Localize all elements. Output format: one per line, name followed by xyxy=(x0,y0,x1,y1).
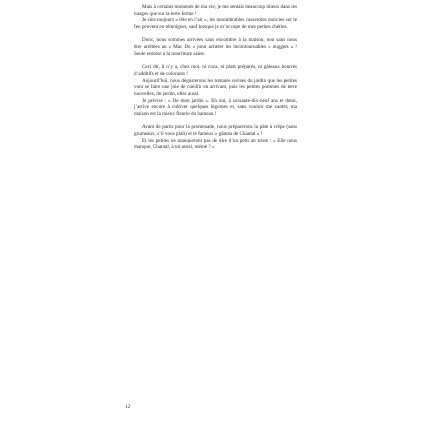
text-block-1 xyxy=(134,4,297,31)
paragraph: Mais à certains moments de ma vie, je me sentais beaucoup mieux dans les nuages que sur la terre ferme ! xyxy=(134,4,297,17)
block-spacer xyxy=(134,31,297,38)
paragraph: Donc, nous sommes arrivées sans encombre à la maison, non sans nous être arrêtées au « Mac Do » pour acheter les incontournables « nuggets » ! Seule entorse à la nourriture saine. xyxy=(134,37,297,57)
text-column xyxy=(134,4,297,151)
paragraph: Je suis toujours « tête en l’air », les innombrables casseroles noircies sur le feu peuvent en témoigner, sauf lorsque je m’occupe de mes petites chéries. xyxy=(134,17,297,31)
paragraph: Et les petites ne manqueront pas de dire d’un petit air triste : « Elle nous manque, Chantal, à toi aussi, mémé ? » xyxy=(134,137,297,151)
paragraph: Aujourd’hui, nous dégusterons les tomates cerises du jardin que les petites vont se faire une joie de cueillir en arrivant, puis les petites pommes de terre nouvelles, du jardin, elles aussi. xyxy=(134,77,297,97)
paragraph: Je précise : « De mon jardin ». Eh oui, à soixante-dix-neuf ans et demi, j’arrive encore à cultiver quelques légumes et, sans vouloir me vanter, ma maison est la mieux fleurie du hameau ! xyxy=(134,97,297,118)
block-spacer xyxy=(134,58,297,65)
text-block-4 xyxy=(134,124,297,151)
paragraph: Ceci dit, il n’y a, chez moi, ni coca, ni plats préparés, ni gâteaux bourrés d’additifs et de colorants ! xyxy=(134,64,297,77)
paragraph: Avant de partir pour la promenade, nous préparerons la pâte à crêpe (sans grumeaux, s’il vous plaît) et le fameux « gâteau de Chantal » ! xyxy=(134,124,297,138)
page-number: 12 xyxy=(125,404,131,410)
text-block-3 xyxy=(134,64,297,118)
text-block-2 xyxy=(134,37,297,57)
